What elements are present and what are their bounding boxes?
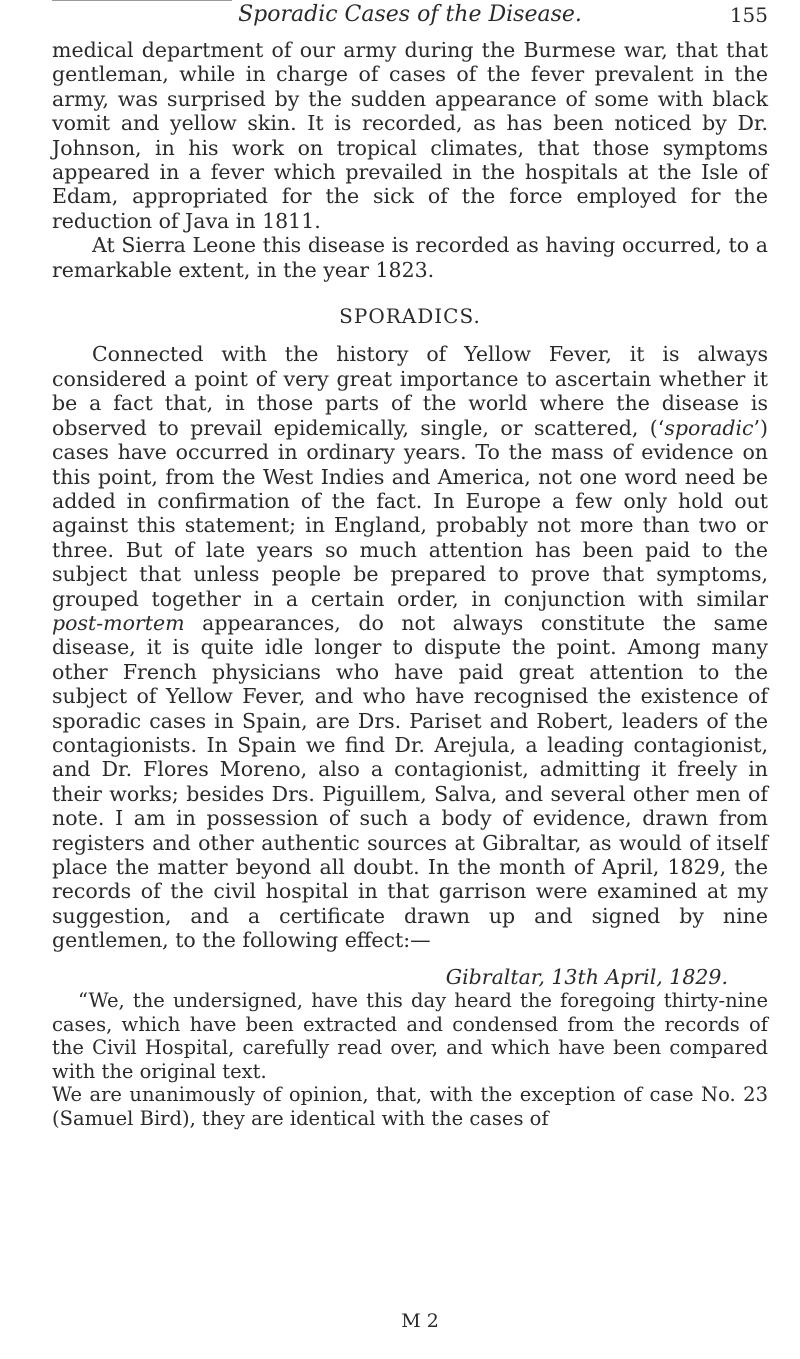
paragraph-sierra-leone: At Sierra Leone this disease is recorded as having occurred, to a remarkable extent, in the year 1823. [52, 233, 768, 282]
paragraph-continued: medical department of our army during the Burmese war, that that gentleman, while in charge of cases of the fever prevalent in the army, was surprised by the sudden appearance of some with black vomit and yellow skin. It is recorded, as has been noticed by Dr. Johnson, in his work on tropical climates, that those symptoms appeared in a fever which prevailed in the hospitals at the Isle of Edam, appropriated for the sick of the force employed for the reduction of Java in 1811. [52, 38, 768, 233]
paragraph-text: appearances, do not always constitute the same disease, it is quite idle longer to dispute the point. Among many other French physicians who have paid great attention to the subject of Yellow Fever, and who have recognised the existence of sporadic cases in Spain, are Drs. Pariset and Robert, leaders of the contagionists. In Spain we find Dr. Arejula, a leading contagionist, and Dr. Flores Moreno, also a contagionist, admitting it freely in their works; besides Drs. Piguillem, Salva, and several other men of note. I am in possession of such a body of evidence, drawn from registers and other authentic sources at Gibraltar, as would of itself place the matter beyond all doubt. In the month of April, 1829, the records of the civil hospital in that garrison were examined at my suggestion, and a certificate drawn up and signed by nine gentlemen, to the following effect:— [52, 610, 768, 953]
paragraph-sporadics [52, 342, 768, 952]
body-text [52, 38, 768, 1131]
running-head-title: Sporadic Cases of the Disease. [238, 2, 582, 27]
page-number: 155 [729, 3, 768, 27]
section-heading: SPORADICS. [339, 304, 481, 329]
quoted-certificate: “We, the undersigned, have this day heard the foregoing thirty-nine cases, which have been extracted and condensed from the records of the Civil Hospital, carefully read over, and which have been compared with the original text. [52, 989, 768, 1083]
dateline: Gibraltar, 13th April, 1829. [445, 964, 728, 989]
book-page [52, 0, 768, 1359]
quoted-certificate-continued: We are unanimously of opinion, that, with the exception of case No. 23 (Samuel Bird), they are identical with the cases of [52, 1083, 768, 1130]
paragraph-text: ’) cases have occurred in ordinary years. To the mass of evidence on this point, from the West Indies and America, not one word need be added in confirmation of the fact. In Europe a few only hold out against this statement; in England, probably not more than two or three. But of late years so much attention has been paid to the subject that unless people be prepared to prove that symptoms, grouped together in a certain order, in conjunction with similar [52, 415, 768, 611]
italic-term: post-mortem [52, 610, 185, 635]
paragraph-text: Connected with the history of Yellow Fever, it is always considered a point of very great importance to ascertain whether it be a fact that, in those parts of the world where the disease is observed to prevail epidemically, single, or scattered, (‘ [52, 342, 768, 440]
header-rule [52, 0, 232, 1]
italic-term: sporadic [664, 415, 754, 440]
running-head [52, 0, 768, 32]
signature-mark: M 2 [401, 1310, 439, 1332]
